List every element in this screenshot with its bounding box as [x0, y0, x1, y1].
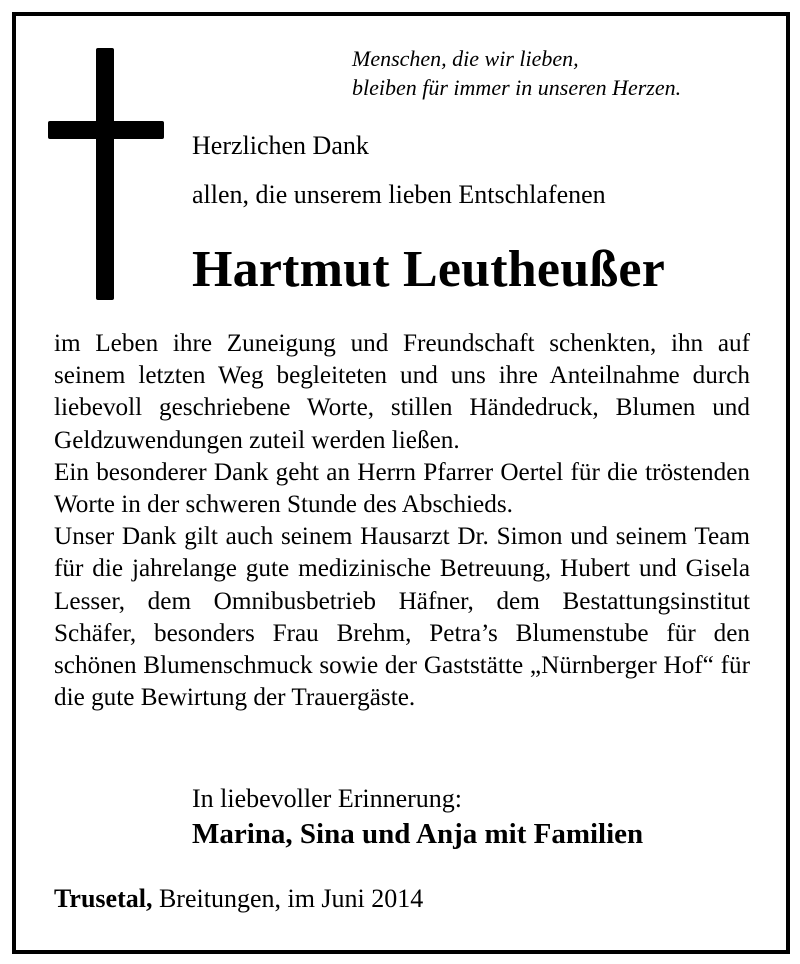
motto-line-1: Menschen, die wir lieben, [352, 46, 579, 71]
cross-vertical-beam [96, 48, 114, 300]
deceased-name: Hartmut Leutheußer [192, 241, 665, 298]
place-date [54, 884, 423, 914]
thanks-body [54, 328, 750, 714]
latin-cross-icon [48, 48, 166, 303]
intro-line: allen, die unserem lieben Entschlafenen [192, 180, 606, 209]
place-primary: Trusetal, [54, 884, 153, 913]
motto [352, 44, 681, 102]
motto-line-2: bleiben für immer in unseren Herzen. [352, 75, 682, 100]
place-date-rest: Breitungen, im Juni 2014 [152, 884, 424, 913]
thanks-heading: Herzlichen Dank [192, 131, 369, 160]
closing-line: In liebevoller Erinnerung: [192, 784, 463, 813]
signers: Marina, Sina und Anja mit Familien [192, 818, 644, 850]
body-paragraph-3: Unser Dank gilt auch seinem Hausarzt Dr. Simon und seinem Team für die jahrelange gute medizinische Betreuung, Hubert und Gisela Lesser, dem Omnibusbetrieb Häfner, dem Bestattungsinstitut Schäfer, besonders Frau Brehm, Petra’s Blumenstube für den schönen Blumenschmuck sowie der Gaststätte „Nürnberger Hof“ für die gute Bewirtung der Trauergäste. [54, 523, 750, 712]
cross-horizontal-beam [48, 121, 164, 139]
body-paragraph-1: im Leben ihre Zuneigung und Freundschaft schenkten, ihn auf seinem letzten Weg begleiteten und uns ihre Anteilnahme durch liebevoll geschriebene Worte, stillen Händedruck, Blumen und Geldzuwendungen zuteil werden ließen. [54, 330, 750, 454]
body-paragraph-2: Ein besonderer Dank geht an Herrn Pfarrer Oertel für die tröstenden Worte in der schweren Stunde des Abschieds. [54, 458, 750, 519]
